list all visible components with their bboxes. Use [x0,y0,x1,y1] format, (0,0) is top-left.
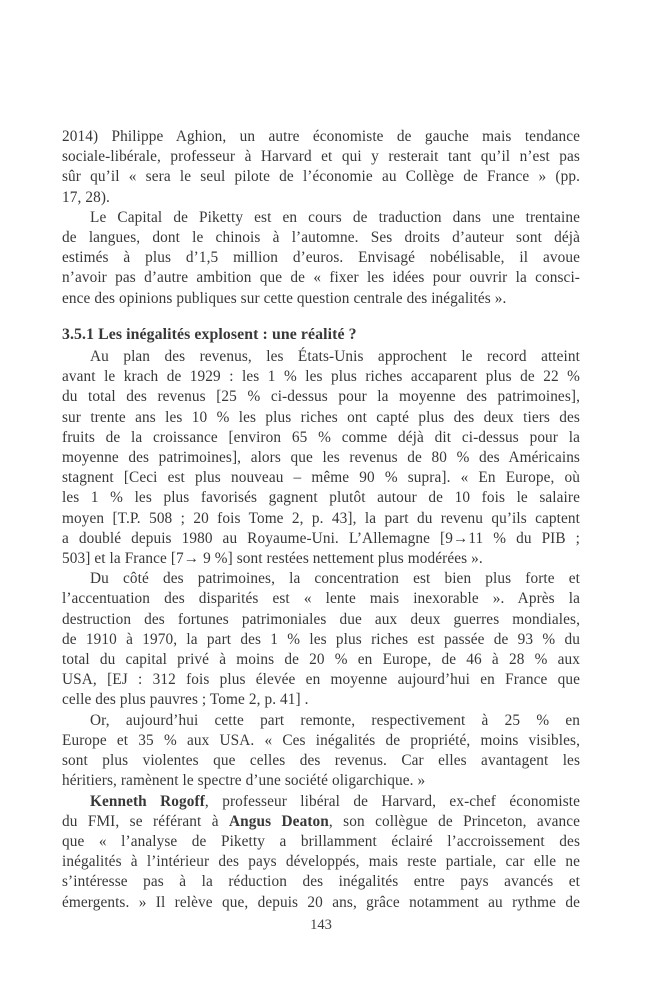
text-line: avant le krach de 1929 : les 1 % les plus riches accaparent plus de 22 % [62,368,580,386]
section-heading: 3.5.1 Les inégalités explosent : une réalité ? [62,325,357,343]
text-line: sont plus violentes que celles des revenus. Car elles avantagent les [62,752,580,770]
page-text [62,127,580,913]
text-line: inégalités à l’intérieur des pays développés, mais reste partiale, car elle ne [62,853,580,871]
text-line: 2014) Philippe Aghion, un autre économiste de gauche mais tendance [62,128,580,145]
text-line: Or, aujourd’hui cette part remonte, respectivement à 25 % en [90,711,580,729]
text-line: destruction des fortunes patrimoniales due aux deux guerres mondiales, [62,610,580,628]
text-line: Au plan des revenus, les États-Unis approchent le record atteint [90,348,580,366]
text-line: celle des plus pauvres ; Tome 2, p. 41] . [62,691,309,709]
paragraph-rogoff [62,792,580,913]
text-line: moyen [T.P. 508 ; 20 fois Tome 2, p. 43], la part du revenu qu’ils captent [62,509,580,527]
paragraph-revenus [62,347,580,569]
bold-name-angus-deaton: Angus Deaton [229,812,329,830]
text-line: Le Capital de Piketty est en cours de traduction dans une trentaine [90,208,580,226]
text-line: Europe et 35 % aux USA. « Ces inégalités de propriété, moins visibles, [62,731,580,749]
text-line: n’avoir pas d’autre ambition que de « fixer les idées pour ouvrir la consci- [62,269,580,287]
text-line: les 1 % les plus favorisés gagnent plutôt autour de 10 fois le salaire [62,489,580,507]
text-line: sur trente ans les 10 % les plus riches ont capté plus des deux tiers des [62,408,580,426]
text-segment: , professeur libéral de Harvard, ex-chef économiste [204,792,580,810]
text-line: estimés à plus d’1,5 million d’euros. Envisagé nobélisable, il avoue [62,249,580,267]
text-line: s’intéresse pas à la réduction des inégalités entre pays avancés et [62,873,580,891]
text-line: de 1910 à 1970, la part des 1 % les plus riches est passée de 93 % du [62,630,580,648]
text-line: total du capital privé à moins de 20 % en Europe, de 46 à 28 % aux [62,651,580,669]
text-segment: , son collègue de Princeton, avance [328,812,580,830]
text-line: 503] et la France [7→ 9 %] sont restées nettement plus modérées ». [62,550,483,568]
text-line: stagnent [Ceci est plus nouveau – même 90 % supra]. « En Europe, où [62,469,580,487]
text-line: a doublé depuis 1980 au Royaume-Uni. L’Allemagne [9→11 % du PIB ; [62,529,580,547]
text-line: fruits de la croissance [environ 65 % comme déjà dit ci-dessus pour la [62,428,580,446]
text-line: l’accentuation des disparités est « lente mais inexorable ». Après la [62,590,580,608]
text-line: héritiers, ramènent le spectre d’une société oligarchique. » [62,772,426,790]
paragraph-patrimoines [62,569,580,710]
text-line: sûr qu’il « sera le seul pilote de l’économie au Collège de France » (pp. [62,168,580,186]
paragraph-intro [62,127,580,208]
text-line: moyenne des patrimoines], alors que les revenus de 80 % des Américains [62,449,580,467]
text-line: que « l’analyse de Piketty a brillamment éclairé l’accroissement des [62,832,580,850]
text-line: USA, [EJ : 312 fois plus élevée en moyenne aujourd’hui en France que [62,671,580,689]
text-line: sociale-libérale, professeur à Harvard et qui y resterait tant qu’il n’est pas [62,148,580,166]
text-line: du total des revenus [25 % ci-dessus pour la moyenne des patrimoines], [62,388,580,406]
text-line: 17, 28). [62,188,110,206]
text-line: Du côté des patrimoines, la concentration est bien plus forte et [90,570,580,588]
page-number: 143 [310,917,332,933]
text-line [62,792,580,812]
text-line: ence des opinions publiques sur cette question centrale des inégalités ». [62,289,507,307]
text-line [62,812,580,832]
text-segment: du FMI, se référant à [62,812,229,830]
text-line: de langues, dont le chinois à l’automne. Ses droits d’auteur sont déjà [62,229,580,247]
paragraph-remonte [62,711,580,792]
bold-name-kenneth-rogoff: Kenneth Rogoff [90,792,205,810]
text-line: émergents. » Il relève que, depuis 20 ans, grâce notamment au rythme de [62,893,580,911]
paragraph-capital-piketty [62,208,580,309]
